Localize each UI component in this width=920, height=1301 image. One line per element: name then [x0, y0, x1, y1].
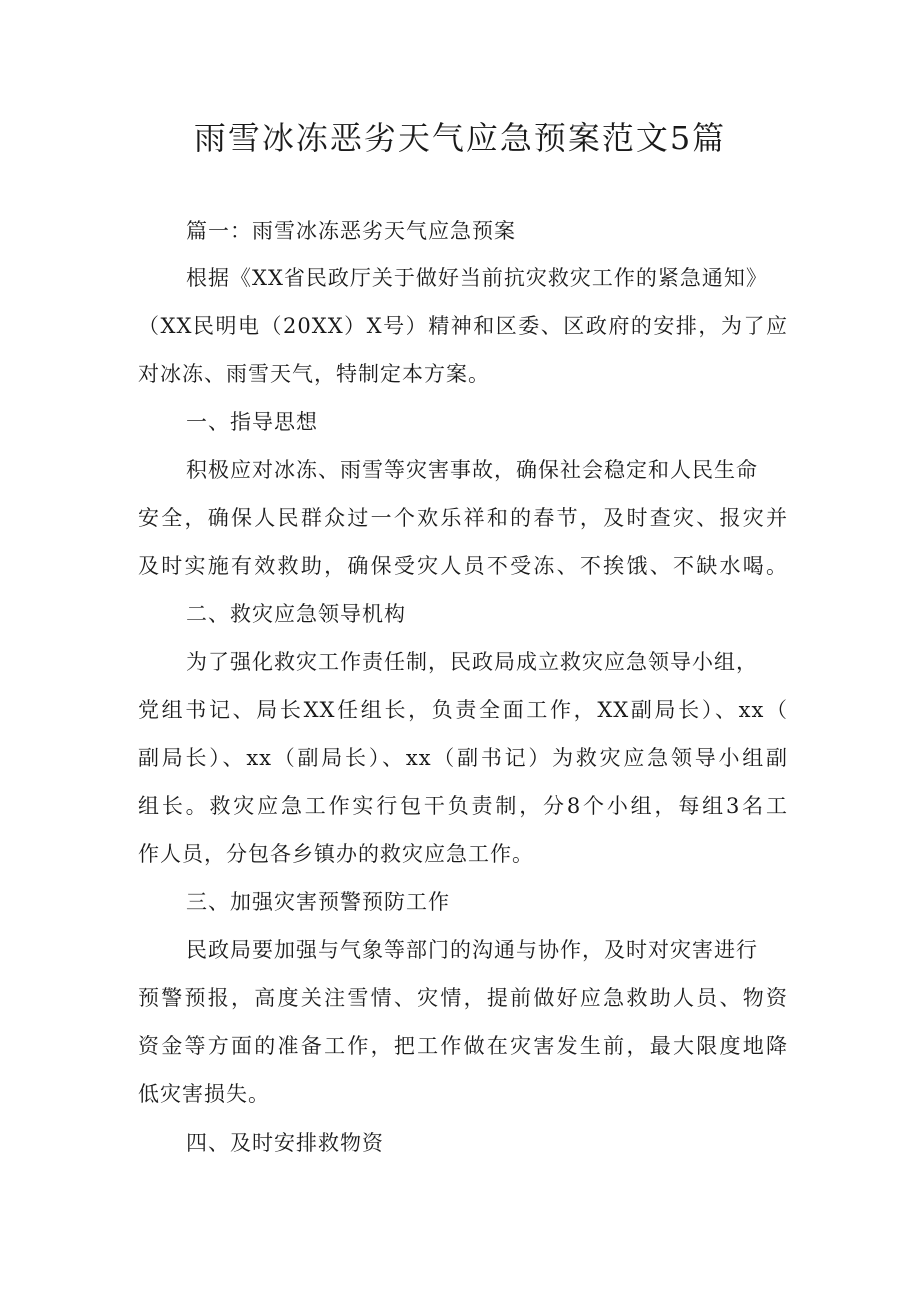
- document-title: 雨雪冰冻恶劣天气应急预案范文5篇: [193, 119, 727, 157]
- paragraph-line: 民政局要加强与气象等部门的沟通与协作，及时对灾害进行: [186, 938, 758, 962]
- section-heading: 四、及时安排救物资: [186, 1131, 384, 1155]
- section-heading: 一、指导思想: [186, 410, 318, 434]
- section-heading: 二、救灾应急领导机构: [186, 602, 406, 626]
- paragraph-line: 对冰冻、雨雪天气，特制定本方案。: [138, 362, 490, 386]
- paragraph-line: （XX民明电（20XX）X号）精神和区委、区政府的安排，为了应: [138, 314, 788, 338]
- section-heading: 三、加强灾害预警预防工作: [186, 890, 450, 914]
- paragraph-line: 资金等方面的准备工作，把工作做在灾害发生前，最大限度地降: [138, 1034, 788, 1058]
- section-title: 篇一：雨雪冰冻恶劣天气应急预案: [186, 219, 516, 243]
- paragraph-line: 安全，确保人民群众过一个欢乐祥和的春节，及时查灾、报灾并: [138, 506, 788, 530]
- paragraph-line: 作人员，分包各乡镇办的救灾应急工作。: [138, 842, 534, 866]
- paragraph-line: 预警预报，高度关注雪情、灾情，提前做好应急救助人员、物资: [138, 986, 788, 1010]
- paragraph-line: 组长。救灾应急工作实行包干负责制，分8个小组，每组3名工: [138, 794, 788, 818]
- paragraph-line: 根据《XX省民政厅关于做好当前抗灾救灾工作的紧急通知》: [186, 266, 768, 290]
- paragraph-line: 为了强化救灾工作责任制，民政局成立救灾应急领导小组，: [186, 650, 758, 674]
- paragraph-line: 党组书记、局长XX任组长，负责全面工作，XX副局长）、xx（: [138, 698, 788, 722]
- paragraph-line: 及时实施有效救助，确保受灾人员不受冻、不挨饿、不缺水喝。: [138, 554, 788, 578]
- paragraph-line: 积极应对冰冻、雨雪等灾害事故，确保社会稳定和人民生命: [186, 458, 758, 482]
- paragraph-line: 副局长）、xx（副局长）、xx（副书记）为救灾应急领导小组副: [138, 746, 788, 770]
- paragraph-line: 低灾害损失。: [138, 1082, 270, 1106]
